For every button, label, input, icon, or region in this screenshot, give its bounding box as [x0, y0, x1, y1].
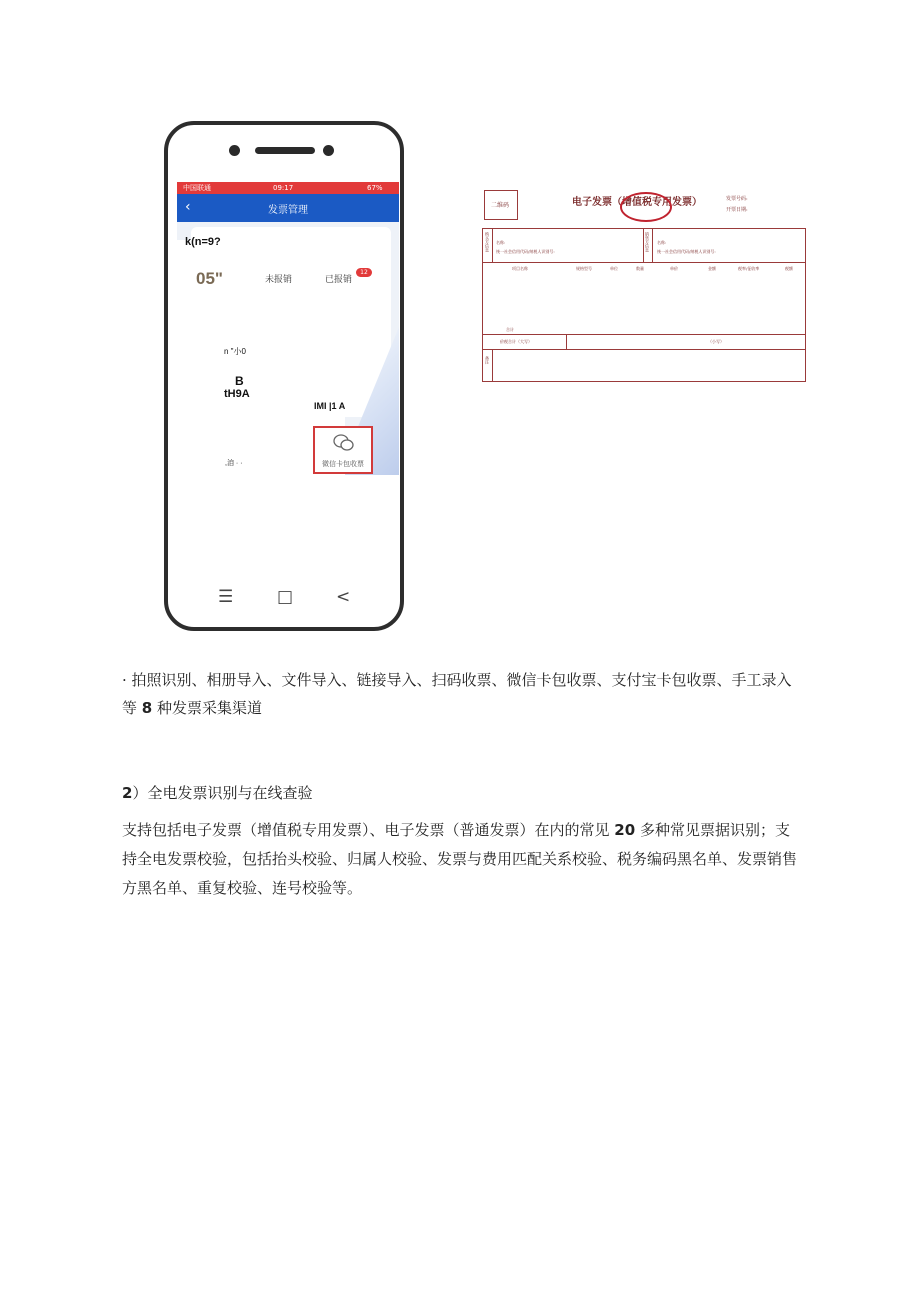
invoice-stamp	[620, 192, 672, 222]
section-paragraph	[122, 816, 822, 903]
sensor-dot	[323, 145, 334, 156]
reimbursed-count-badge: 12	[356, 268, 372, 277]
section-title: ）全电发票识别与在线查验	[132, 784, 313, 802]
col-qty: 数量	[636, 266, 644, 271]
rule	[482, 349, 806, 350]
rule	[482, 262, 806, 263]
phone-mockup	[164, 121, 404, 631]
paragraph-line-1: 支持包括电子发票（增值税专用发票）、电子发票（普通发票）在内的常见 20 多种常见票据识别；支	[122, 821, 790, 839]
total-with-tax-label: 价税合计（大写）	[500, 339, 532, 344]
soft-keys	[168, 587, 400, 617]
nav-title: 发票管理	[268, 205, 308, 216]
channel-count: 8	[141, 699, 153, 717]
wechat-card-label: 微信卡包收票	[322, 460, 364, 468]
ocr-th9a-text: tH9A	[224, 388, 250, 400]
ocr-b-text: B	[235, 374, 244, 388]
col-unit: 单位	[610, 266, 618, 271]
seller-label: 销售方信息	[645, 232, 650, 252]
remark-label: 备注	[485, 356, 490, 364]
back-nav-icon[interactable]: <	[336, 587, 351, 607]
paragraph-line-3: 方黑名单、重复校验、连号校验等。	[122, 879, 363, 897]
col-item-name: 项目名称	[512, 266, 528, 271]
invoice-title: 电子发票（增值税专用发票）	[572, 197, 702, 208]
rule	[566, 334, 567, 349]
channels-line-2: 等 8 种发票采集渠道	[122, 699, 263, 717]
ocr-header-text: k(n=9?	[185, 236, 221, 248]
phone-speaker	[255, 147, 315, 154]
section-heading	[122, 779, 822, 807]
ocr-line-text: n "小0	[224, 347, 246, 356]
buyer-name-label: 名称:	[496, 240, 506, 245]
rule	[652, 228, 653, 262]
col-price: 单价	[670, 266, 678, 271]
document-type-count: 20	[614, 821, 636, 839]
status-time: 09:17	[273, 184, 294, 192]
invoice-no-label: 发票号码:	[726, 196, 748, 202]
tab-unreimbursed[interactable]: 未报销	[265, 275, 293, 285]
status-battery: 67%	[367, 184, 383, 192]
invoice-date-label: 开票日期:	[726, 207, 748, 213]
wechat-card-collect-button[interactable]	[313, 426, 373, 474]
buyer-taxid-label: 统一社会信用代码/纳税人识别号:	[496, 249, 555, 254]
menu-icon[interactable]: ☰	[218, 587, 234, 607]
total-label: 合计	[506, 327, 514, 332]
col-tax: 税额	[785, 266, 793, 271]
status-carrier: 中国联通	[183, 184, 211, 192]
tab-reimbursed[interactable]: 已报销	[325, 275, 353, 285]
col-tax-rate: 税率/征收率	[738, 266, 760, 271]
ocr-imi-text: IMI |1 A	[314, 401, 346, 411]
back-icon[interactable]: ‹	[185, 199, 191, 215]
blank-screen-area	[168, 475, 400, 587]
qr-label: 二维码	[491, 202, 510, 209]
col-spec: 规格型号	[576, 266, 592, 271]
section-number: 2	[122, 784, 133, 802]
buyer-label: 购买方信息	[485, 232, 490, 252]
rule	[482, 334, 806, 335]
app-navbar	[177, 194, 399, 222]
qr-code-box	[484, 190, 518, 220]
ocr-count-text: 05"	[196, 269, 223, 288]
channels-bullet	[122, 666, 822, 722]
ocr-dots-text: ,洎 · ·	[225, 460, 243, 467]
home-icon[interactable]: □	[277, 587, 294, 607]
status-bar	[177, 182, 399, 194]
seller-name-label: 名称:	[657, 240, 667, 245]
wechat-icon	[333, 434, 355, 456]
col-amount: 金额	[708, 266, 716, 271]
e-invoice-sample	[480, 186, 808, 384]
rule	[492, 228, 493, 262]
rule	[492, 349, 493, 382]
seller-taxid-label: 统一社会信用代码/纳税人识别号:	[657, 249, 716, 254]
total-small-label: （小写）	[708, 339, 724, 344]
channels-line-1: · 拍照识别、相册导入、文件导入、链接导入、扫码收票、微信卡包收票、支付宝卡包收票、手工录入	[122, 671, 792, 689]
camera-dot	[229, 145, 240, 156]
paragraph-line-2: 持全电发票校验，包括抬头校验、归属人校验、发票与费用匹配关系校验、税务编码黑名单、发票销售	[122, 850, 798, 868]
